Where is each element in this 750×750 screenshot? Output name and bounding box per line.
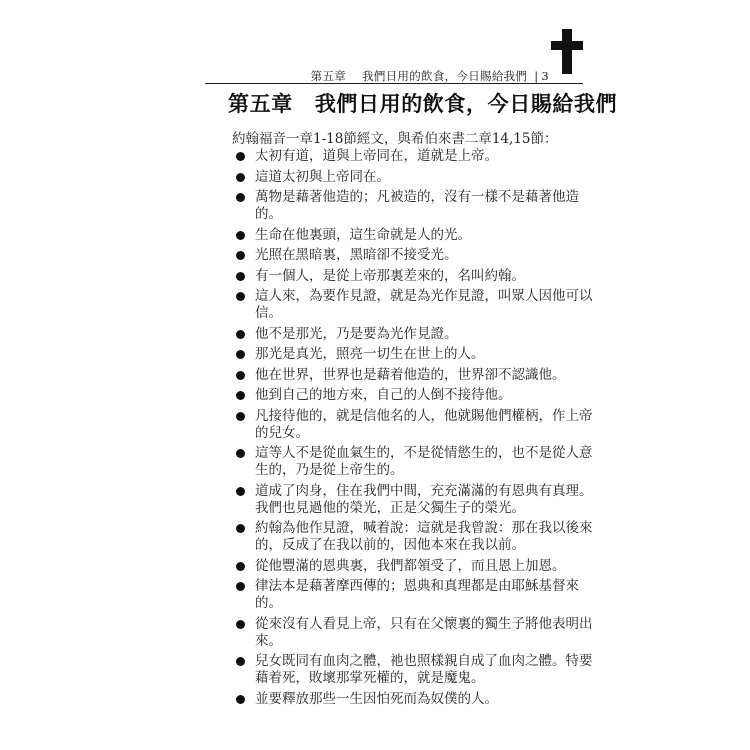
bullet-icon xyxy=(236,193,245,202)
verse-text: 光照在黑暗裏，黑暗卻不接受光。 xyxy=(255,247,458,263)
list-item xyxy=(234,227,596,244)
bullet-icon xyxy=(236,350,245,359)
bullet-icon xyxy=(236,231,245,240)
verse-text: 生命在他裏頭，這生命就是人的光。 xyxy=(255,226,471,243)
bullet-icon xyxy=(236,292,245,301)
page-number: 3 xyxy=(541,69,549,83)
verse-text: 約翰為他作見證，喊着說：這就是我曾說：那在我以後來的，反成了在我以前的，因他本來在我以前。 xyxy=(255,520,593,553)
list-item xyxy=(234,445,596,479)
bullet-icon xyxy=(236,371,245,380)
running-header xyxy=(311,68,549,84)
list-item xyxy=(234,367,596,384)
bullet-icon xyxy=(236,487,245,496)
bullet-icon xyxy=(236,582,245,591)
bullet-icon xyxy=(236,524,245,533)
list-item xyxy=(234,653,596,687)
bullet-icon xyxy=(236,620,245,629)
page-title xyxy=(228,88,617,118)
list-item xyxy=(234,288,596,322)
verse-text: 並要釋放那些一生因怕死而為奴僕的人。 xyxy=(255,690,498,707)
cross-icon xyxy=(551,29,583,74)
bullet-icon xyxy=(236,657,245,666)
verse-text: 凡接待他的，就是信他名的人，他就賜他們權柄，作上帝的兒女。 xyxy=(255,407,593,441)
bullet-icon xyxy=(236,412,245,421)
list-item xyxy=(234,616,596,650)
running-header-subtitle: 我們日用的飲食，今日賜給我們 xyxy=(362,69,528,83)
verse-text: 太初有道，道與上帝同在，道就是上帝。 xyxy=(255,148,498,164)
bullet-icon xyxy=(236,272,245,281)
bullet-icon xyxy=(236,695,245,704)
verse-text: 道成了肉身，住在我們中間，充充滿滿的有恩典有真理。我們也見過他的榮光，正是父獨生子的榮光。 xyxy=(255,482,593,516)
header-rule xyxy=(205,83,583,84)
verse-text: 這道太初與上帝同在。 xyxy=(255,168,390,185)
bullet-icon xyxy=(236,562,245,571)
verse-text: 兒女既同有血肉之體，祂也照樣親自成了血肉之體。特要藉着死，敗壞那掌死權的，就是魔鬼。 xyxy=(255,653,593,686)
list-item xyxy=(234,387,596,404)
verse-text: 這等人不是從血氣生的，不是從情慾生的，也不是從人意生的，乃是從上帝生的。 xyxy=(255,445,593,478)
bullet-icon xyxy=(236,391,245,400)
list-item xyxy=(234,189,596,223)
verse-text: 這人來，為要作見證，就是為光作見證，叫眾人因他可以信。 xyxy=(255,288,593,321)
cross-horizontal-bar xyxy=(551,41,583,50)
verse-text: 他在世界，世界也是藉着他造的，世界卻不認識他。 xyxy=(255,366,566,383)
bullet-icon xyxy=(236,173,245,182)
list-item xyxy=(234,483,596,517)
chapter-title-text: 我們日用的飲食，今日賜給我們 xyxy=(314,91,618,116)
list-item xyxy=(234,691,596,708)
verse-text: 律法本是藉著摩西傳的；恩典和真理都是由耶穌基督來的。 xyxy=(255,578,579,611)
verse-text: 他到自己的地方來，自己的人倒不接待他。 xyxy=(255,387,512,403)
list-item xyxy=(234,326,596,343)
list-item xyxy=(234,578,596,612)
bullet-icon xyxy=(236,152,245,161)
verse-text: 從他豐滿的恩典裏，我們都領受了，而且恩上加恩。 xyxy=(255,557,566,574)
verse-text: 有一個人，是從上帝那裏差來的，名叫約翰。 xyxy=(255,267,525,284)
list-item xyxy=(234,520,596,554)
verse-text: 他不是那光，乃是要為光作見證。 xyxy=(255,325,458,342)
intro-text: 約翰福音一章1-18節經文，與希伯來書二章14,15節： xyxy=(232,131,558,147)
chapter-number: 第五章 xyxy=(228,91,293,116)
verse-text: 從來沒有人看見上帝，只有在父懷裏的獨生子將他表明出來。 xyxy=(255,615,593,649)
running-header-separator: | xyxy=(534,69,539,83)
list-item xyxy=(234,148,596,165)
bullet-icon xyxy=(236,251,245,260)
list-item xyxy=(234,408,596,442)
list-item xyxy=(234,169,596,186)
cross-vertical-bar xyxy=(562,29,572,74)
verse-list xyxy=(234,148,596,711)
running-header-chapter: 第五章 xyxy=(310,69,347,83)
list-item xyxy=(234,247,596,264)
verse-text: 萬物是藉著他造的；凡被造的，沒有一樣不是藉著他造的。 xyxy=(255,189,579,222)
verse-text: 那光是真光，照亮一切生在世上的人。 xyxy=(255,346,485,362)
list-item xyxy=(234,558,596,575)
list-item xyxy=(234,268,596,285)
list-item xyxy=(234,346,596,363)
bullet-icon xyxy=(236,449,245,458)
bullet-icon xyxy=(236,330,245,339)
